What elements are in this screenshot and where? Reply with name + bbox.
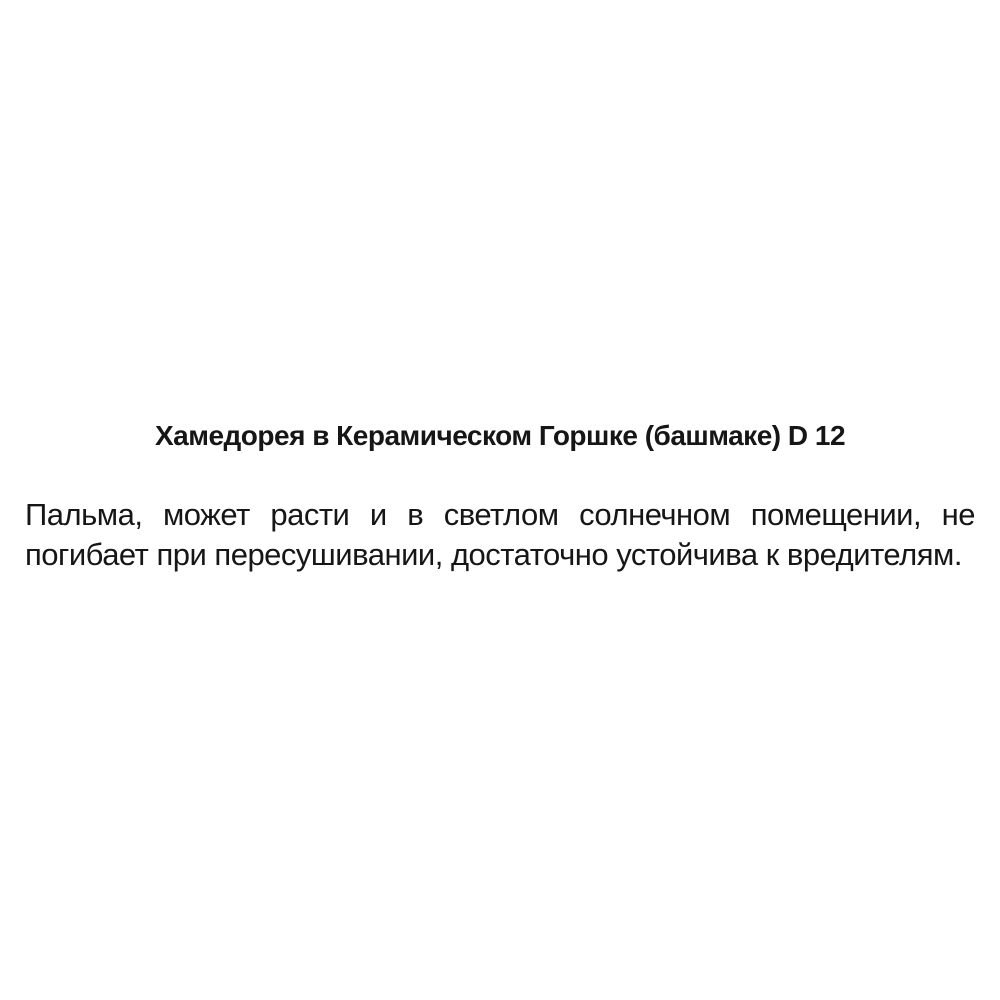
description-line-2: погибает при пересушивании, достаточно устойчива к вредителям. (25, 537, 962, 572)
product-description (25, 495, 975, 575)
description-line-1: Пальма, может расти и в светлом солнечном помещении, не (25, 497, 975, 532)
product-title: Хамедорея в Керамическом Горшке (башмаке) D 12 (154, 420, 846, 451)
